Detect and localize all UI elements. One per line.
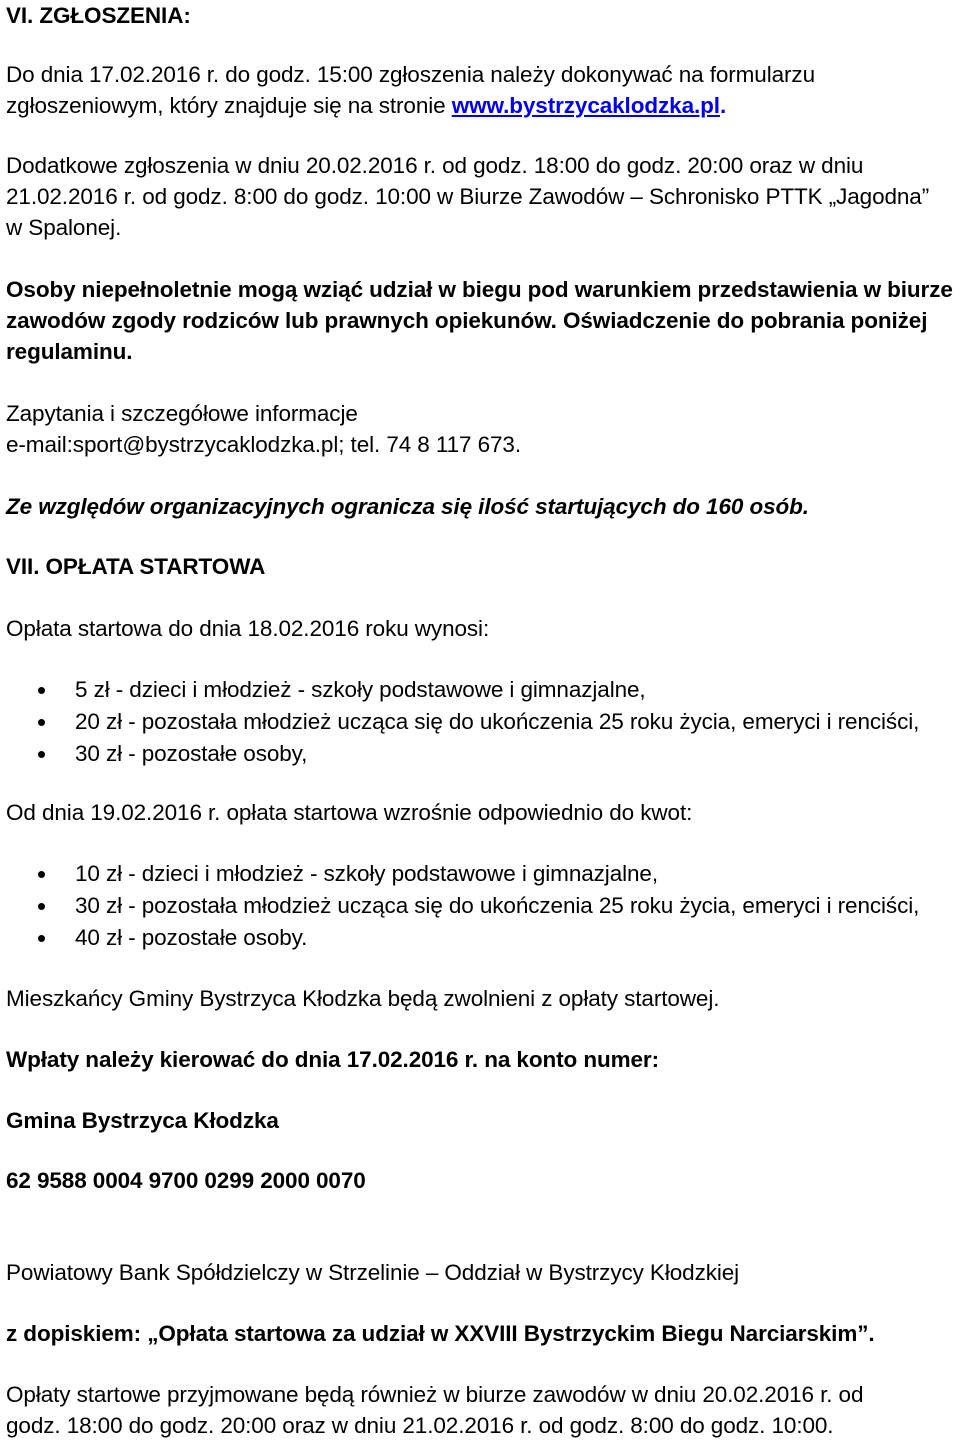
list-item [0,858,956,890]
bullet-icon [38,751,45,758]
list-item-text: 30 zł - pozostałe osoby, [75,741,308,766]
registration-line-2 [6,90,956,121]
minors-consent-text: zawodów zgody rodziców lub prawnych opiekunów. [6,308,557,333]
recipient-text: Gmina Bystrzyca Kłodzka [6,1108,279,1133]
list-item-text: 10 zł - dzieci i młodzież - szkoły podstawowe i gimnazjalne, [75,861,658,886]
payment-deadline [6,1044,956,1075]
office-payment-line-2: godz. 18:00 do godz. 20:00 oraz w dniu 21.02.2016 r. od godz. 8:00 do godz. 10:00. [6,1413,834,1438]
exemption-paragraph [6,983,956,1014]
list-item [0,922,956,954]
transfer-note-title: „Opłata startowa za udział w XXVIII Bystrzyckim Biegu Narciarskim”. [147,1321,875,1346]
bullet-icon [38,903,45,910]
list-item [0,706,956,738]
list-item-text: 40 zł - pozostałe osoby. [75,925,308,950]
additional-line-2: 21.02.2016 r. od godz. 8:00 do godz. 10:00 w Biurze Zawodów – Schronisko PTTK „Jagodna” [6,184,930,209]
contact-paragraph [6,398,956,460]
late-fee-intro [6,797,956,828]
list-item-text: 5 zł - dzieci i młodzież - szkoły podstawowe i gimnazjalne, [75,677,646,702]
transfer-note-label: z dopiskiem: [6,1321,148,1346]
bank-name [6,1257,956,1288]
registration-text: zgłoszeniowym, który znajduje się na stronie [6,93,452,118]
link-period: . [719,93,727,118]
participant-limit [6,491,956,522]
additional-registration-paragraph [6,150,956,243]
additional-line-3: w Spalonej. [6,215,122,240]
contact-line-2: e-mail:sport@bystrzycaklodzka.pl; tel. 74 8 117 673. [6,432,521,457]
contact-line-1: Zapytania i szczegółowe informacje [6,401,358,426]
transfer-note-line [6,1318,956,1349]
office-payment-paragraph [6,1379,956,1440]
list-item-text: 20 zł - pozostała młodzież ucząca się do ukończenia 25 roku życia, emeryci i renciści, [75,709,920,734]
registration-line-1: Do dnia 17.02.2016 r. do godz. 15:00 zgłoszenia należy dokonywać na formularzu [6,62,815,87]
participant-limit-text: Ze względów organizacyjnych ogranicza się ilość startujących do 160 osób. [6,494,809,519]
minors-paragraph [6,274,956,367]
list-item-text: 30 zł - pozostała młodzież ucząca się do ukończenia 25 roku życia, emeryci i renciści, [75,893,920,918]
website-link[interactable]: www.bystrzycaklodzka.pl [451,93,720,118]
account-number [6,1165,956,1196]
list-item [0,674,956,706]
payment-deadline-text: Wpłaty należy kierować do dnia 17.02.2016 r. na konto numer: [6,1047,659,1072]
recipient [6,1105,956,1136]
section-6-title: VI. ZGŁOSZENIA: [6,3,191,28]
registration-deadline-paragraph [6,59,956,121]
minors-line-1: Osoby niepełnoletnie mogą wziąć udział w biegu pod warunkiem przedstawienia w biurze [6,277,953,302]
statement-text: Oświadczenie do pobrania poniżej [556,308,928,333]
exemption-text: Mieszkańcy Gminy Bystrzyca Kłodzka będą zwolnieni z opłaty startowej. [6,986,720,1011]
fee-intro [6,613,956,644]
account-number-text: 62 9588 0004 9700 0299 2000 0070 [6,1168,366,1193]
fee-intro-text: Opłata startowa do dnia 18.02.2016 roku wynosi: [6,616,490,641]
additional-line-1: Dodatkowe zgłoszenia w dniu 20.02.2016 r. od godz. 18:00 do godz. 20:00 oraz w dniu [6,153,864,178]
late-fee-intro-text: Od dnia 19.02.2016 r. opłata startowa wzrośnie odpowiednio do kwot: [6,800,693,825]
minors-line-3: regulaminu. [6,339,133,364]
bullet-icon [38,687,45,694]
list-item [0,738,956,770]
early-fees-list [0,674,956,770]
bullet-icon [38,719,45,726]
section-7-title: VII. OPŁATA STARTOWA [6,554,266,579]
bullet-icon [38,871,45,878]
bank-name-text: Powiatowy Bank Spółdzielczy w Strzelinie – Oddział w Bystrzycy Kłodzkiej [6,1260,740,1285]
section-7 [6,551,956,582]
bullet-icon [38,935,45,942]
transfer-note [6,1318,956,1349]
section-6 [6,0,956,31]
minors-line-2 [6,305,956,336]
office-payment-line-1: Opłaty startowe przyjmowane będą również w biurze zawodów w dniu 20.02.2016 r. od [6,1382,864,1407]
late-fees-list [0,858,956,954]
list-item [0,890,956,922]
